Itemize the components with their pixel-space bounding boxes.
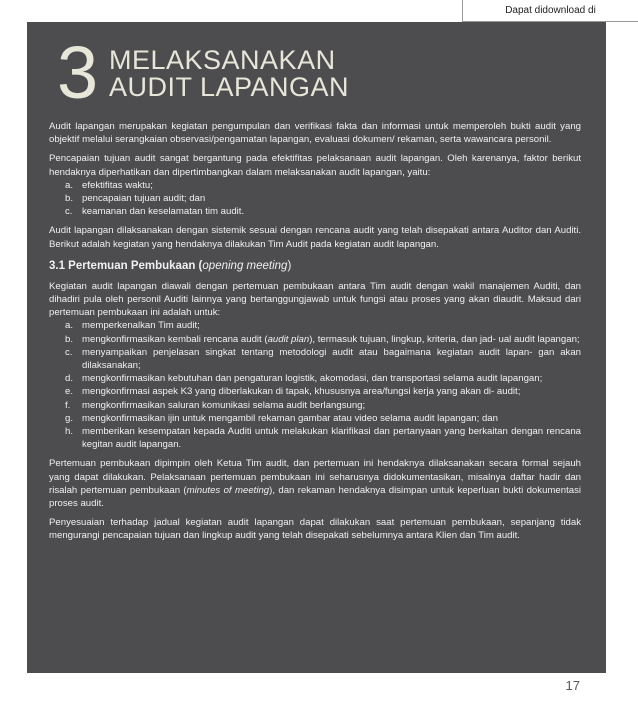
intro-paragraph-2: Pencapaian tujuan audit sangat bergantung pada efektifitas pelaksanaan audit lapangan. Oleh karenanya, faktor berikut hendaknya diperhatikan dan dipertimbangkan dalam melaksanakan audit lapangan, yaitu:	[49, 153, 581, 178]
list-item: a. memperkenalkan Tim audit;	[65, 320, 200, 332]
list-item: f. mengkonfirmasikan saluran komunikasi selama audit berlangsung;	[65, 399, 366, 411]
section-paragraph-1: Kegiatan audit lapangan diawali dengan pertemuan pembukaan antara Tim audit dengan wakil manajemen Auditi, dan dihadiri pula oleh personil Auditi lainnya yang bertanggungjawab untuk fungsi atau proses yang akan diaudit. Maksud dari pertemuan pembukaan ini adalah untuk:	[49, 280, 581, 319]
chapter-number: 3	[57, 31, 97, 114]
section-paragraph-2: Pertemuan pembukaan dipimpin oleh Ketua Tim audit, dan pertemuan ini hendaknya dilaksanakan secara formal sejauh yang dapat dilakukan. Pelaksanaan pertemuan pembukaan ini seharusnya didokumentasikan, misalnya daftar hadir dan risalah pertemuan pembukaan (minutes of meeting), dan rekaman hendaknya disimpan untuk keperluan bukti dokumentasi proses audit.	[49, 458, 581, 510]
intro-list	[49, 179, 581, 219]
list-item: b. mengkonfirmasikan kembali rencana audit (audit plan), termasuk tujuan, lingkup, kriteria, dan jad- ual audit lapangan;	[65, 333, 580, 345]
page-panel	[27, 22, 606, 673]
list-item: h. memberikan kesempatan kepada Auditi untuk melakukan klarifikasi dan pertanyaan yang berkaitan dengan rencana kegitan audit lapangan.	[65, 426, 581, 451]
chapter-title	[109, 47, 349, 101]
section-paragraph-3: Penyesuaian terhadap jadual kegiatan audit lapangan dapat dilakukan saat pertemuan pembukaan, sepanjang tidak mengurangi pencapaian tujuan dan lingkup audit yang telah disepakati sebelumnya antara Klien dan Tim audit.	[49, 517, 581, 542]
body-text	[49, 120, 581, 549]
list-item: e. mengkonfirmasi aspek K3 yang diberlakukan di tapak, khususnya area/fungsi kerja yang akan di- audit;	[65, 386, 521, 398]
list-item: a. efektifitas waktu;	[65, 179, 153, 191]
page-number: 17	[565, 678, 580, 693]
list-item: c. menyampaikan penjelasan singkat tentang metodologi audit atau bagaimana kegiatan audit lapan- gan akan dilaksanakan;	[65, 346, 581, 372]
list-item: d. mengkonfirmasikan kebutuhan dan pengaturan logistik, akomodasi, dan transportasi selama audit lapangan;	[65, 373, 543, 385]
download-watermark: Dapat didownload di	[462, 0, 638, 22]
chapter-title-line-1: MELAKSANAKAN	[109, 45, 336, 75]
chapter-title-line-2: AUDIT LAPANGAN	[109, 72, 350, 102]
list-item: c. keamanan dan keselamatan tim audit.	[65, 206, 245, 218]
list-item: b. pencapaian tujuan audit; dan	[65, 193, 206, 205]
section-list	[49, 319, 581, 451]
intro-paragraph-3: Audit lapangan dilaksanakan dengan sistemik sesuai dengan rencana audit yang telah disepakati antara Auditor dan Auditi. Berikut adalah kegiatan yang hendaknya dilakukan Tim Audit pada kegiatan audit lapangan.	[49, 225, 581, 250]
intro-paragraph-1: Audit lapangan merupakan kegiatan pengumpulan dan verifikasi fakta dan informasi untuk memperoleh bukti audit yang objektif melalui serangkaian observasi/pengamatan lapangan, evaluasi dokumen/ rekaman, serta wawancara personil.	[49, 121, 581, 146]
section-title: 3.1 Pertemuan Pembukaan (opening meeting)	[49, 259, 292, 272]
list-item: g. mengkonfirmasikan ijin untuk mengambil rekaman gambar atau video selama audit lapangan; dan	[65, 412, 498, 424]
